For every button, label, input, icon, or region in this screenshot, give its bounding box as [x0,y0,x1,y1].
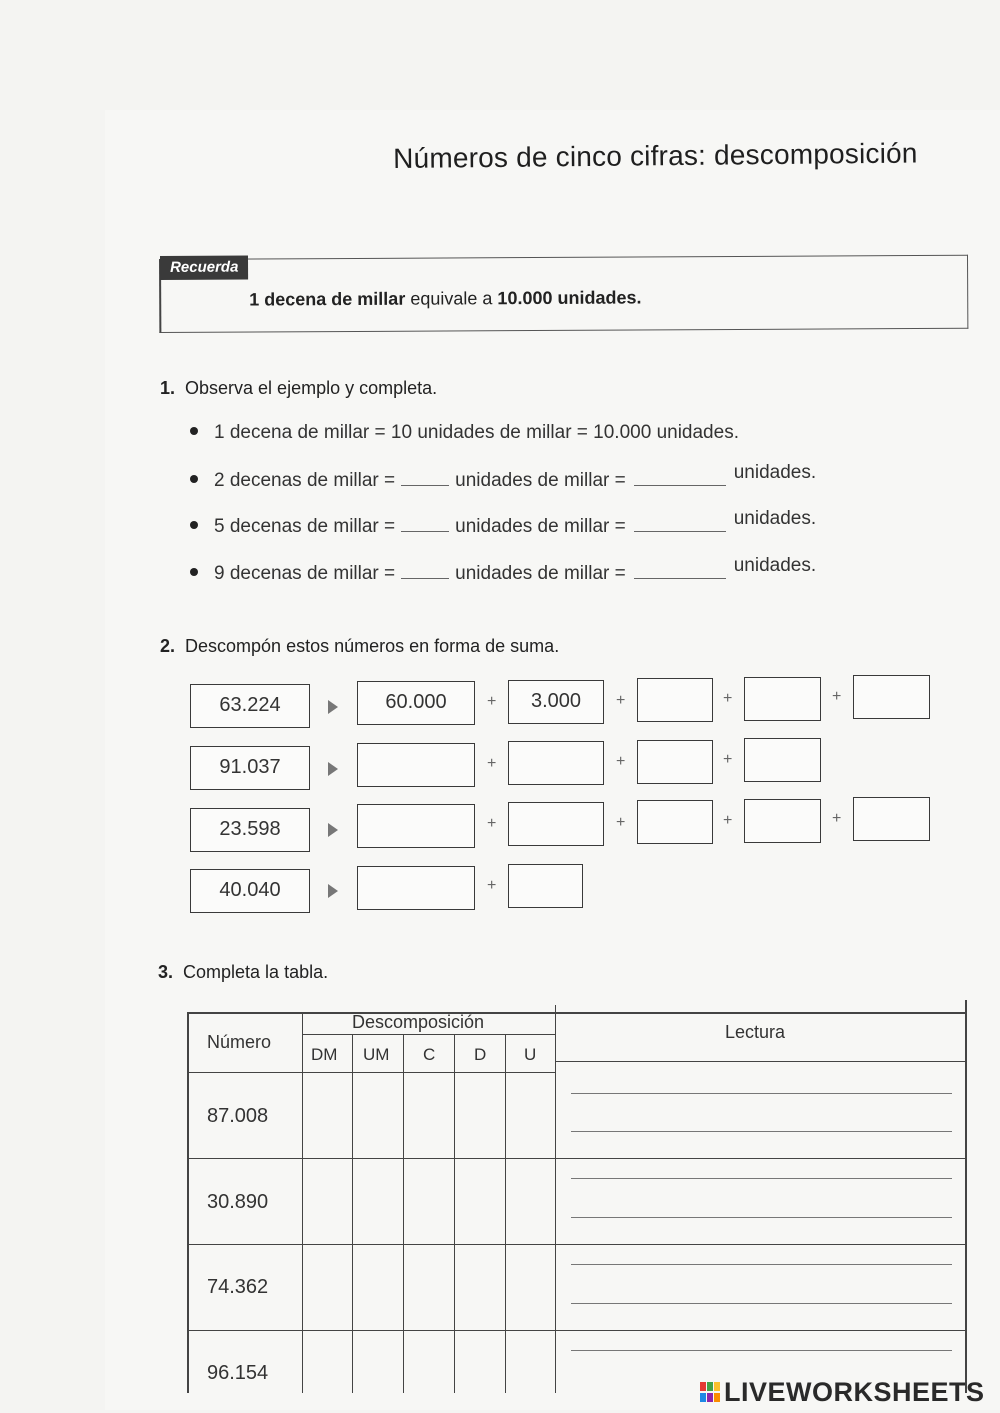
plus-sign: + [723,812,733,829]
plus-sign: + [616,692,626,709]
answer-blank-um-1[interactable] [401,473,449,486]
exercise3-instruction: Completa la tabla. [183,962,329,982]
header-reading: Lectura [725,1022,786,1042]
remember-tag: Recuerda [160,256,248,280]
col-divider [352,1035,353,1393]
exercise2-number: 2. [160,636,176,656]
table-border-right [965,1000,967,1393]
col-divider [555,1005,556,1393]
header-number: Número [207,1032,272,1052]
header-d: D [474,1045,487,1064]
answer-box[interactable] [357,866,475,910]
arrow-right-icon [328,762,338,776]
row-divider [187,1244,966,1245]
answer-blank-u-3[interactable] [634,566,726,579]
bullet-icon [190,521,198,529]
line-right: unidades. [733,555,817,576]
answer-box[interactable] [744,677,821,721]
header-c: C [423,1045,436,1064]
reading-line[interactable] [571,1217,952,1218]
exercise1-line-1 [190,462,817,492]
line-left: 2 decenas de millar = [214,470,396,491]
reading-line[interactable] [571,1264,952,1265]
reading-line[interactable] [571,1303,952,1304]
reading-line[interactable] [571,1350,952,1351]
given-number-box: 40.040 [190,869,310,913]
plus-sign: + [487,755,497,772]
decomposition-table [187,1000,967,1393]
exercise1-line-3 [190,555,817,585]
answer-blank-u-1[interactable] [634,473,726,486]
example-text: 1 decena de millar = 10 unidades de millar = 10.000 unidades. [214,422,739,443]
header-decomposition: Descomposición [352,1012,485,1032]
col-divider [505,1035,506,1393]
reading-line[interactable] [571,1131,952,1132]
exercise1-example [190,422,739,444]
answer-box[interactable] [744,799,821,843]
line-right: unidades. [733,462,817,483]
watermark-text: LIVEWORKSHEETS [724,1377,985,1407]
plus-sign: + [832,688,842,705]
header-u: U [524,1045,537,1064]
row-number: 87.008 [207,1105,269,1127]
line-middle: unidades de millar = [455,563,626,584]
remember-text [249,287,641,310]
plus-sign: + [723,751,733,768]
liveworksheets-logo-icon [700,1381,722,1403]
line-middle: unidades de millar = [455,470,626,491]
answer-blank-um-2[interactable] [401,519,449,532]
plus-sign: + [832,810,842,827]
answer-box[interactable] [357,743,475,787]
answer-box[interactable] [744,738,821,782]
reading-line[interactable] [571,1178,952,1179]
exercise3-heading [158,962,328,983]
answer-box[interactable] [508,864,583,908]
table-border-left [187,1012,189,1393]
answer-box[interactable] [853,675,930,719]
row-number: 74.362 [207,1276,269,1298]
exercise2-instruction: Descompón estos números en forma de suma. [185,636,560,656]
row-divider [555,1061,966,1062]
answer-box[interactable] [508,802,604,846]
row-divider [187,1158,966,1159]
bullet-icon [190,475,198,483]
line-middle: unidades de millar = [455,516,626,537]
remember-text-part1: 1 decena de millar [249,288,406,310]
plus-sign: + [487,693,497,710]
plus-sign: + [723,690,733,707]
exercise1-line-2 [190,508,817,538]
plus-sign: + [487,877,497,894]
answer-box[interactable] [853,797,930,841]
exercise1-heading [160,378,437,399]
reading-line[interactable] [571,1093,952,1094]
remember-box [159,255,968,333]
answer-box[interactable]: 60.000 [357,681,475,725]
col-divider [454,1035,455,1393]
exercise2-heading [160,636,559,657]
answer-box[interactable]: 3.000 [508,680,604,724]
remember-text-part3: 10.000 unidades. [497,287,642,309]
header-um: UM [363,1045,390,1064]
bullet-icon [190,568,198,576]
answer-box[interactable] [637,740,713,784]
row-number: 30.890 [207,1191,269,1213]
plus-sign: + [616,753,626,770]
given-number-box: 63.224 [190,684,310,728]
watermark [700,1377,985,1408]
arrow-right-icon [328,700,338,714]
header-divider [302,1034,555,1035]
col-divider [403,1035,404,1393]
answer-box[interactable] [637,678,713,722]
bullet-icon [190,427,198,435]
row-divider [187,1072,555,1073]
exercise1-instruction: Observa el ejemplo y completa. [185,378,438,398]
line-left: 9 decenas de millar = [214,563,396,584]
header-dm: DM [311,1045,338,1064]
answer-box[interactable] [357,804,475,848]
remember-text-part2: equivale a [410,288,493,309]
arrow-right-icon [328,884,338,898]
answer-blank-um-3[interactable] [401,566,449,579]
exercise1-number: 1. [160,378,176,398]
exercise3-number: 3. [158,962,174,982]
plus-sign: + [616,814,626,831]
line-left: 5 decenas de millar = [214,516,396,537]
given-number-box: 23.598 [190,808,310,852]
table-border-top [187,1012,967,1014]
arrow-right-icon [328,823,338,837]
page-title: Números de cinco cifras: descomposición [393,137,918,174]
row-number: 96.154 [207,1362,269,1384]
col-divider [302,1012,303,1393]
row-divider [187,1330,966,1331]
line-right: unidades. [733,508,817,529]
answer-box[interactable] [508,741,604,785]
given-number-box: 91.037 [190,746,310,790]
plus-sign: + [487,815,497,832]
answer-box[interactable] [637,800,713,844]
answer-blank-u-2[interactable] [634,519,726,532]
